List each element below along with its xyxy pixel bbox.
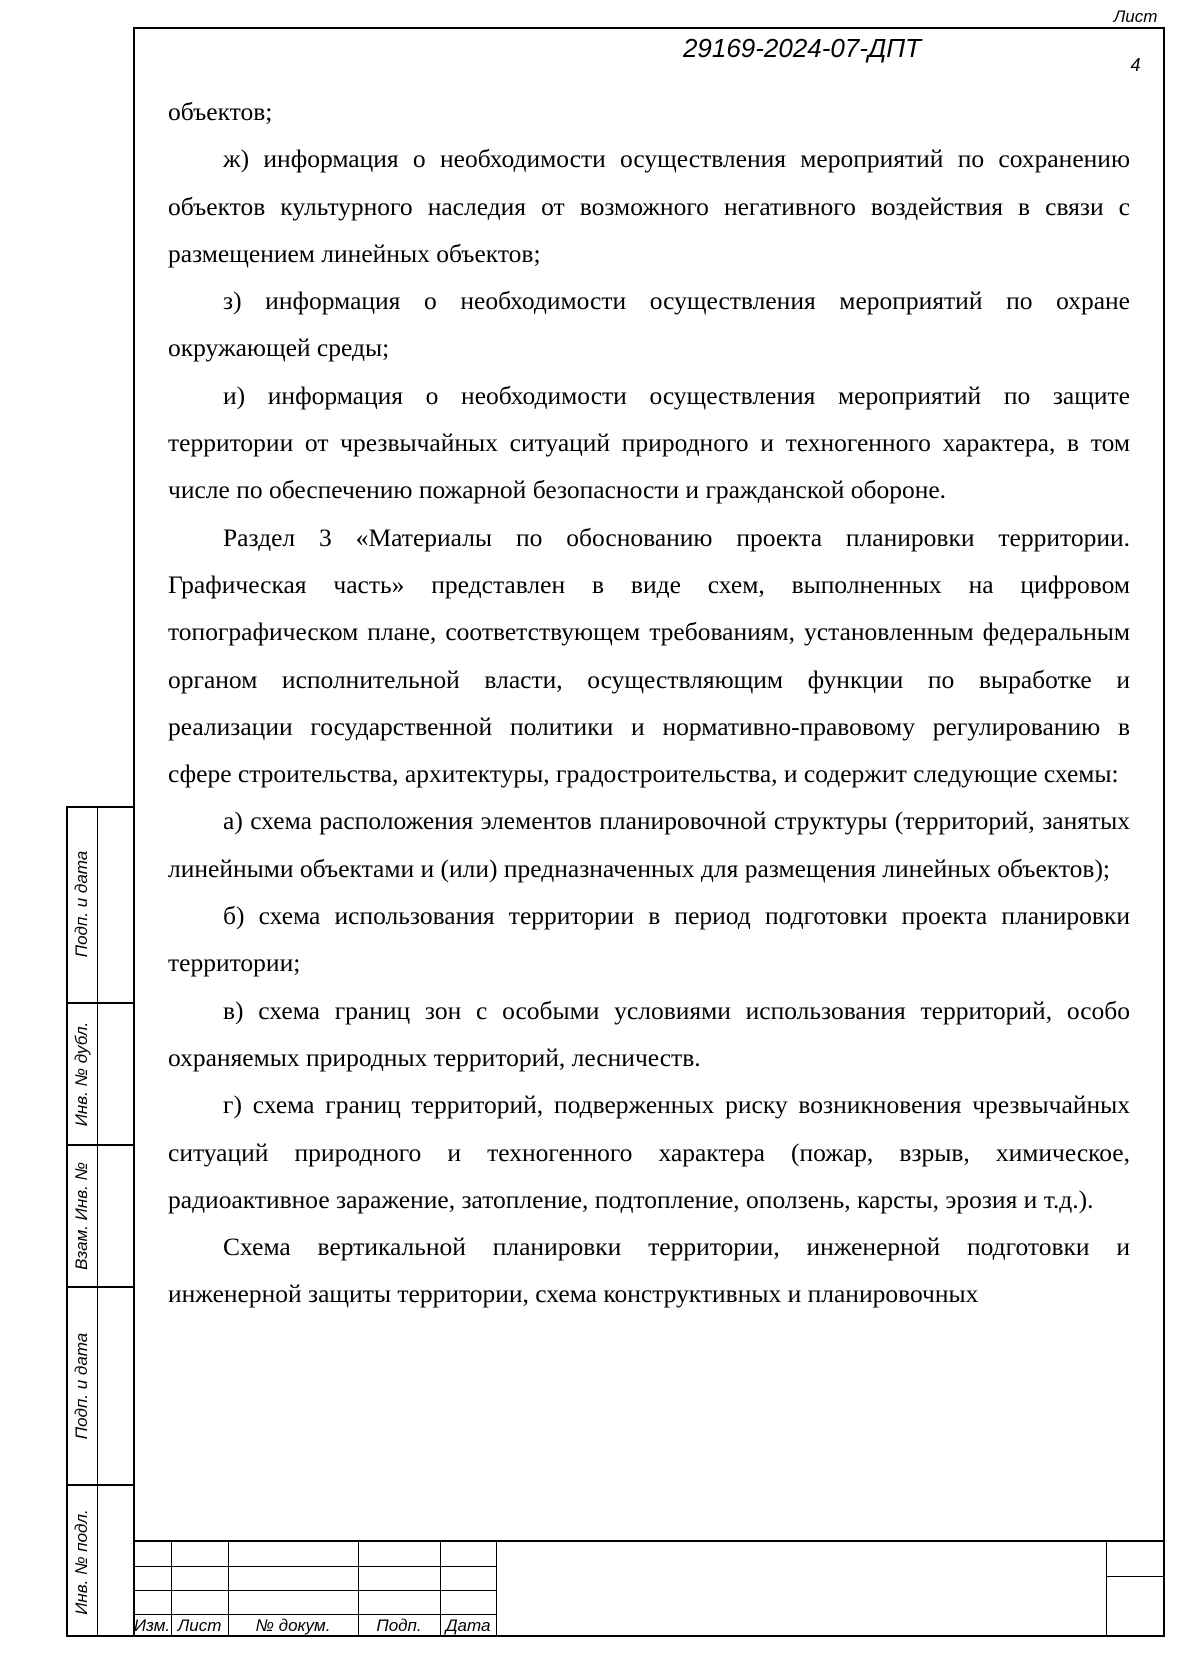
side-cell-orig-inv bbox=[68, 1484, 133, 1637]
stamp-header-signature: Подп. bbox=[376, 1616, 422, 1635]
side-label-sign-date: Подп. и дата bbox=[72, 1332, 91, 1440]
paragraph: а) схема расположения элементов планировочной структуры (территорий, занятых линейными объектами и (или) предназначенных для размещения линейных объектов); bbox=[168, 806, 1130, 883]
side-label-sign-date: Подп. и дата bbox=[72, 850, 91, 958]
stamp-header-date: Дата bbox=[445, 1616, 491, 1635]
stamp-header-change: Изм. bbox=[133, 1616, 171, 1635]
document-code: 29169-2024-07-ДПТ bbox=[682, 33, 922, 63]
side-cell-repl-inv bbox=[68, 1144, 133, 1286]
paragraph: ж) информация о необходимости осуществления мероприятий по сохранению объектов культурного наследия от возможного негативного воздействия в связи с размещением линейных объектов; bbox=[168, 144, 1130, 268]
side-cell-sign-date-1 bbox=[68, 806, 133, 1002]
side-cell-sign-date-2 bbox=[68, 1286, 133, 1484]
paragraph: Схема вертикальной планировки территории, инженерной подготовки и инженерной защиты территории, схема конструктивных и планировочных bbox=[168, 1232, 1130, 1309]
side-cell-dup-inv bbox=[68, 1002, 133, 1144]
paragraph: и) информация о необходимости осуществления мероприятий по защите территории от чрезвычайных ситуаций природного и техногенного характера, в том числе по обеспечению пожарной безопасности и гражданской обороне. bbox=[168, 380, 1130, 505]
paragraph: объектов; bbox=[168, 97, 273, 126]
paragraph: Раздел 3 «Материалы по обоснованию проекта планировки территории. Графическая часть» представлен в виде схем, выполненных на цифровом топографическом плане, соответствующем требованиям, установленным федеральным органом исполнительной власти, осуществляющим функции по выработке и реализации государственной политики и нормативно-правовому регулированию в сфере строительства, архитектуры, градостроительства, и содержит следующие схемы: bbox=[168, 522, 1130, 789]
body-text bbox=[168, 88, 1130, 1318]
sheet-number: 4 bbox=[1130, 55, 1141, 75]
paragraph: г) схема границ территорий, подверженных риску возникновения чрезвычайных ситуаций природного и техногенного характера (пожар, взрыв, химическое, радиоактивное заражение, затопление, подтопление, оползень, карсты, эрозия и т.д.). bbox=[168, 1090, 1130, 1214]
paragraph: б) схема использования территории в период подготовки проекта планировки территории; bbox=[168, 901, 1130, 978]
paragraph: з) информация о необходимости осуществления мероприятий по охране окружающей среды; bbox=[168, 286, 1130, 363]
stamp-header-doc-no: № докум. bbox=[255, 1616, 331, 1635]
sheet-label: Лист bbox=[1113, 7, 1158, 26]
stamp-header-sheet: Лист bbox=[177, 1616, 222, 1635]
title-block bbox=[133, 1540, 1165, 1637]
approval-side-strip bbox=[66, 806, 133, 1637]
side-label-orig-inv: Инв. № подл. bbox=[72, 1508, 91, 1615]
side-label-repl-inv: Взам. Инв. № bbox=[72, 1162, 91, 1270]
paragraph: в) схема границ зон с особыми условиями использования территорий, особо охраняемых природных территорий, лесничеств. bbox=[168, 995, 1130, 1072]
side-label-dup-inv: Инв. № дубл. bbox=[72, 1021, 91, 1127]
